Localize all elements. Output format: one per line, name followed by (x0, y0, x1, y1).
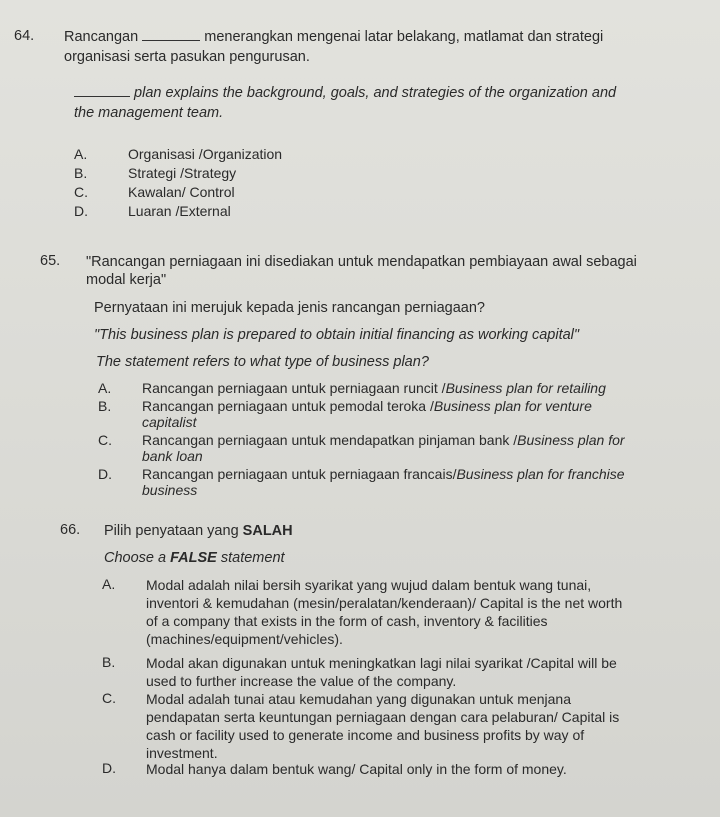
option-line: of a company that exists in the form of cash, inventory & facilities (146, 613, 548, 629)
q64-english-line2: the management team. (74, 105, 224, 121)
option-english-text: Business plan for franchise (456, 466, 625, 482)
option-malay-text: Rancangan perniagaan untuk perniagaan runcit / (142, 380, 446, 396)
q66-malay-prompt (104, 522, 293, 540)
q65-malay-line1: "Rancangan perniagaan ini disediakan untuk mendapatkan pembiayaan awal sebagai (86, 254, 637, 270)
option-letter: D. (102, 760, 116, 776)
option-line: Modal adalah tunai atau kemudahan yang digunakan untuk menjana (146, 691, 571, 707)
q64-malay-prefix: Rancangan (64, 29, 139, 45)
q65-english-question: The statement refers to what type of business plan? (96, 354, 429, 370)
option-line: cash or facility used to generate income and business profits by way of (146, 727, 585, 743)
option-letter: A. (74, 146, 88, 162)
option-letter: B. (102, 654, 116, 670)
option-text (146, 576, 702, 648)
option-letter: B. (98, 398, 112, 414)
option-text (142, 380, 698, 396)
q66-malay-emphasis: SALAH (242, 523, 293, 539)
q66-english-suffix: statement (220, 550, 285, 566)
option-malay-text: Rancangan perniagaan untuk pemodal teroka / (142, 398, 434, 414)
option-text (142, 398, 698, 430)
option-item (98, 398, 698, 432)
option-line: used to further increase the value of the company. (146, 673, 457, 689)
option-item (74, 165, 474, 183)
question-64-english-text (74, 84, 714, 102)
option-english-continuation: bank loan (142, 448, 203, 464)
option-english-text: Business plan for (517, 432, 625, 448)
option-item (102, 760, 702, 778)
option-english-continuation: capitalist (142, 414, 197, 430)
q64-malay-suffix: menerangkan mengenai latar belakang, matlamat dan strategi (204, 29, 604, 45)
answer-blank (142, 28, 200, 41)
option-malay-text: Rancangan perniagaan untuk perniagaan francais/ (142, 466, 457, 482)
option-text: Organisasi /Organization (128, 146, 283, 162)
option-item (98, 466, 698, 500)
option-item (74, 203, 474, 221)
question-64-number: 64. (14, 28, 35, 44)
option-line: investment. (146, 745, 218, 761)
q66-malay-prefix: Pilih penyataan yang (104, 523, 239, 539)
option-text (142, 466, 698, 498)
option-english-continuation: business (142, 482, 198, 498)
option-english-text: Business plan for retailing (445, 380, 606, 396)
q65-malay-line2: modal kerja" (86, 272, 167, 288)
q66-english-emphasis: FALSE (170, 550, 217, 566)
option-letter: B. (74, 165, 88, 181)
option-text (142, 432, 698, 464)
option-line: inventori & kemudahan (mesin/peralatan/kenderaan)/ Capital is the net worth (146, 595, 623, 611)
option-text: Luaran /External (128, 203, 231, 219)
q64-malay-line2: organisasi serta pasukan pengurusan. (64, 49, 310, 65)
q65-malay-question: Pernyataan ini merujuk kepada jenis rancangan perniagaan? (94, 300, 485, 316)
option-line: Modal adalah nilai bersih syarikat yang wujud dalam bentuk wang tunai, (146, 577, 592, 593)
option-text: Strategi /Strategy (128, 165, 237, 181)
option-item (102, 576, 702, 648)
option-text (146, 760, 702, 778)
q66-english-prefix: Choose a (104, 550, 167, 566)
option-item (102, 690, 702, 762)
option-malay-text: Rancangan perniagaan untuk mendapatkan pinjaman bank / (142, 432, 518, 448)
option-text (146, 690, 702, 762)
q64-english-suffix: plan explains the background, goals, and strategies of the organization and (134, 85, 617, 101)
option-letter: C. (102, 690, 116, 706)
option-line: Modal akan digunakan untuk meningkatkan lagi nilai syarikat /Capital will be (146, 655, 617, 671)
option-text: Kawalan/ Control (128, 184, 235, 200)
q65-english-quote: "This business plan is prepared to obtain initial financing as working capital" (94, 327, 580, 343)
option-letter: A. (98, 380, 112, 396)
option-text (146, 654, 702, 690)
q66-english-prompt (104, 549, 285, 567)
option-item (74, 184, 474, 202)
option-english-text: Business plan for venture (433, 398, 592, 414)
option-letter: D. (98, 466, 112, 482)
option-letter: C. (74, 184, 88, 200)
option-line: Modal hanya dalam bentuk wang/ Capital only in the form of money. (146, 761, 567, 777)
question-66-number: 66. (60, 522, 81, 538)
question-64-malay-text (64, 28, 704, 46)
option-item (102, 654, 702, 690)
question-65-number: 65. (40, 253, 61, 269)
option-letter: D. (74, 203, 88, 219)
answer-blank (74, 84, 130, 97)
option-letter: C. (98, 432, 112, 448)
option-line: pendapatan serta keuntungan perniagaan dengan cara pelaburan/ Capital is (146, 709, 620, 725)
option-item (98, 432, 698, 466)
option-line: (machines/equipment/vehicles). (146, 631, 343, 647)
option-item (74, 146, 474, 164)
option-letter: A. (102, 576, 116, 592)
